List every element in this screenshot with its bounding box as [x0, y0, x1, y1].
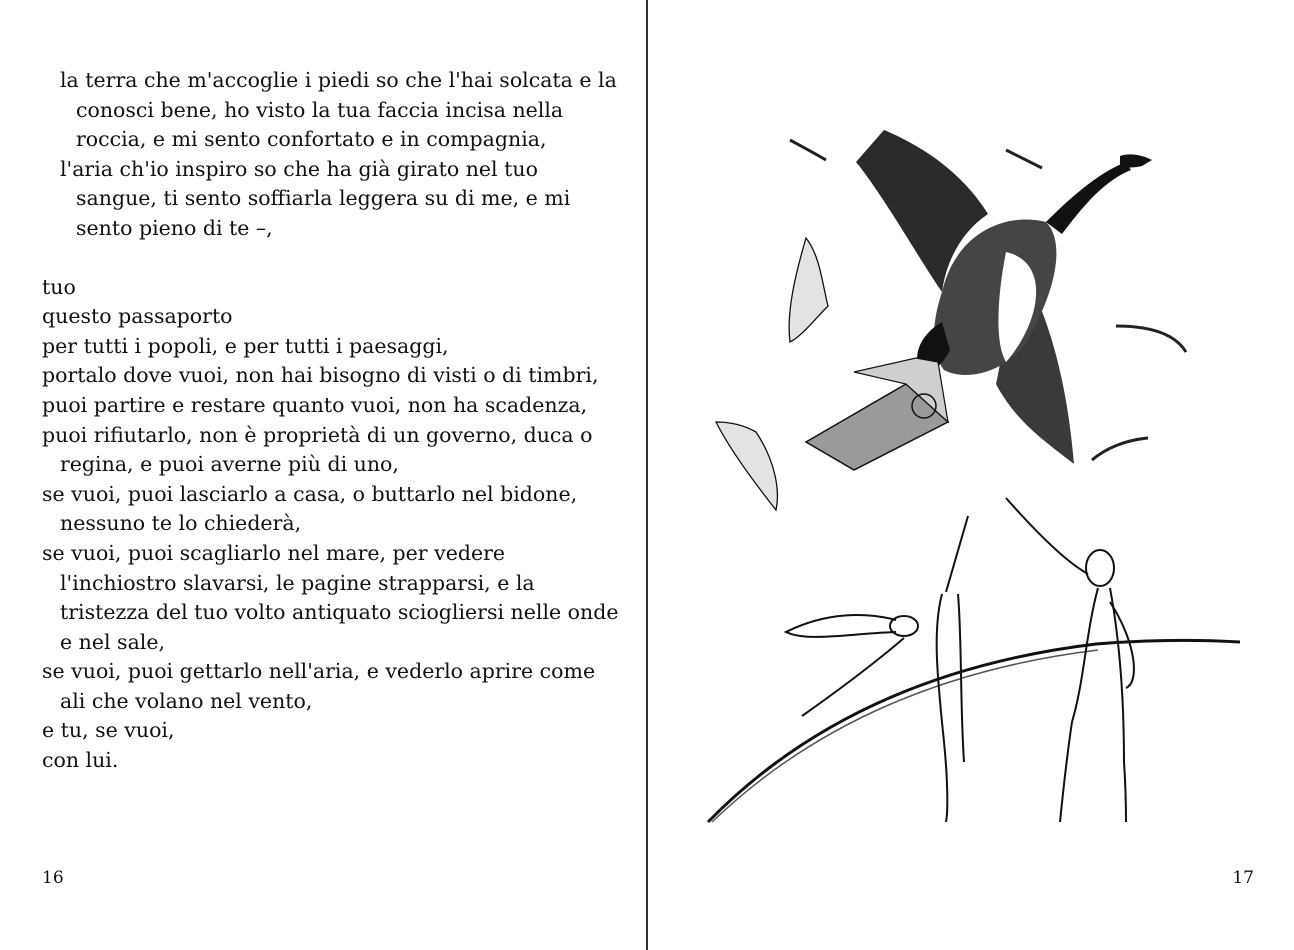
- male-figure: [1006, 498, 1134, 822]
- poem-stanza-2: [42, 273, 622, 776]
- poem-text: [42, 66, 622, 776]
- goose-neck: [1046, 162, 1131, 234]
- passport-drawing: [806, 358, 948, 470]
- feather-1: [790, 140, 826, 160]
- poem-line: per tutti i popoli, e per tutti i paesaggi,: [42, 333, 449, 358]
- goose-head: [1120, 154, 1152, 167]
- feather-2: [1006, 150, 1042, 168]
- poem-line: questo passaporto: [42, 304, 233, 329]
- page-number-right: 17: [1232, 868, 1254, 888]
- female-figure: [786, 516, 968, 822]
- feather-4: [1092, 438, 1148, 460]
- poem-line: se vuoi, puoi scagliarlo nel mare, per vedere l'inchiostro slavarsi, le pagine strapparsi, e la tristezza del tuo volto antiquato sciogliersi nelle onde e nel sale,: [42, 540, 619, 654]
- loose-page-1: [789, 238, 828, 342]
- poem-line: puoi partire e restare quanto vuoi, non ha scadenza,: [42, 392, 588, 417]
- page-number-left: 16: [42, 868, 64, 888]
- poem-line: con lui.: [42, 748, 119, 773]
- feather-3: [1116, 326, 1186, 352]
- pencil-illustration: [706, 122, 1246, 826]
- loose-page-2: [716, 422, 777, 510]
- illustration-drawing: [706, 122, 1246, 826]
- poem-line: e tu, se vuoi,: [42, 718, 175, 743]
- poem-line: portalo dove vuoi, non hai bisogno di visti o di timbri,: [42, 363, 599, 388]
- right-page: [648, 0, 1294, 950]
- horizon-arc: [708, 640, 1240, 822]
- poem-line: tuo: [42, 274, 76, 299]
- poem-line: la terra che m'accoglie i piedi so che l'hai solcata e la conosci bene, ho visto la tua faccia incisa nella roccia, e mi sento confortato e in compagnia,: [60, 68, 617, 152]
- poem-line: puoi rifiutarlo, non è proprietà di un governo, duca o regina, e puoi averne più di uno,: [42, 422, 593, 477]
- poem-stanza-1: [42, 66, 622, 244]
- horizon-arc-shade: [712, 650, 1098, 822]
- left-page: [0, 0, 646, 950]
- stanza-gap: [42, 244, 622, 273]
- poem-line: se vuoi, puoi gettarlo nell'aria, e vederlo aprire come ali che volano nel vento,: [42, 659, 596, 713]
- poem-line: se vuoi, puoi lasciarlo a casa, o buttarlo nel bidone, nessuno te lo chiederà,: [42, 481, 578, 536]
- poem-line: l'aria ch'io inspiro so che ha già girato nel tuo sangue, ti sento soffiarla leggera su di me, e mi sento pieno di te –,: [60, 156, 571, 240]
